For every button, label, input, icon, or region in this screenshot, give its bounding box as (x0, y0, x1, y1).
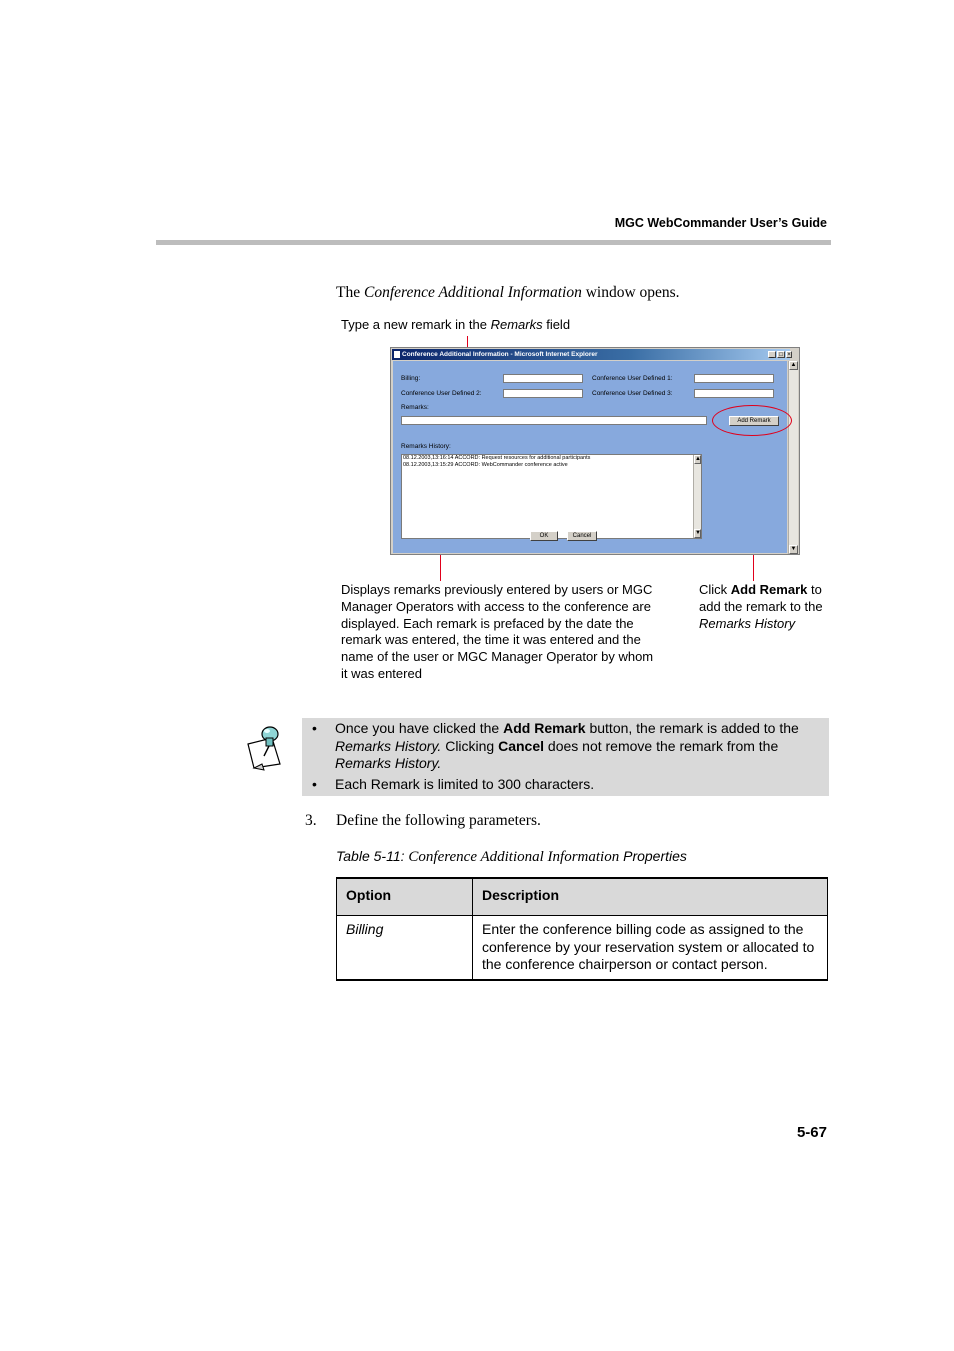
bullet: • (312, 776, 317, 792)
cancel-button[interactable]: Cancel (567, 531, 597, 541)
callout-remarks-history: Displays remarks previously entered by users or MGC Manager Operators with access to the conference are displayed. Each remark is prefaced by the date the remark was entered, the time it was entered and the name of the user or MGC Manager Operator by whom it was entered (341, 582, 654, 681)
bullet: • (312, 720, 317, 736)
note-pin-icon (242, 722, 290, 772)
user-defined-2-input[interactable] (503, 389, 583, 398)
user-defined-1-input[interactable] (694, 374, 774, 383)
billing-label: Billing: (401, 375, 421, 382)
scroll-up-icon[interactable]: ▲ (790, 362, 797, 368)
table-border (336, 879, 337, 979)
callout-add-remark: Click Add Remark to add the remark to the Remarks History (699, 582, 823, 631)
ie-icon (394, 351, 400, 358)
scroll-down-icon[interactable]: ▼ (790, 546, 797, 552)
billing-input[interactable] (503, 374, 583, 383)
remarks-history-box (401, 454, 702, 539)
window-client-area (393, 361, 787, 553)
callout-remarks-field: Type a new remark in the Remarks field (341, 317, 571, 332)
step-text: Define the following parameters. (336, 812, 541, 829)
user-defined-1-label: Conference User Defined 1: (592, 375, 673, 382)
window-titlebar (392, 349, 790, 360)
ok-button[interactable]: OK (530, 531, 558, 541)
table-border (827, 879, 828, 979)
history-scrollbar[interactable] (693, 455, 701, 538)
properties-table (336, 877, 828, 981)
close-icon[interactable]: × (787, 352, 791, 358)
header-option: Option (346, 887, 392, 903)
table-caption: Table 5-11: Conference Additional Information Properties (336, 848, 687, 865)
add-remark-button[interactable]: Add Remark (729, 416, 779, 426)
history-line: 08.12.2003,13:15:29 ACCORD: WebCommander conference active (403, 462, 568, 468)
step-number: 3. (305, 812, 317, 829)
maximize-icon[interactable]: □ (777, 351, 785, 358)
note-box (302, 718, 829, 796)
remarks-input[interactable] (401, 416, 707, 425)
window-scrollbar[interactable] (788, 361, 798, 554)
table-header-rule (336, 915, 828, 916)
user-defined-3-input[interactable] (694, 389, 774, 398)
scroll-down-icon[interactable]: ▼ (695, 530, 701, 536)
table-top-rule (336, 877, 828, 879)
row-option-billing: Billing (346, 921, 384, 937)
intro-text: The Conference Additional Information window opens. (336, 284, 680, 301)
running-header: MGC WebCommander User’s Guide (614, 216, 827, 230)
history-line: 08.12.2003,13:16:14 ACCORD: Request resources for additional participants (403, 455, 591, 461)
user-defined-3-label: Conference User Defined 3: (592, 390, 673, 397)
add-remark-highlight-oval (712, 405, 792, 436)
minimize-icon[interactable]: _ (768, 351, 776, 358)
note-item-limit: Each Remark is limited to 300 characters. (335, 776, 595, 792)
remarks-label: Remarks: (401, 404, 429, 411)
note-item-add-remark: Once you have clicked the Add Remark button, the remark is added to the Remarks History. Clicking Cancel does not remove the remark from the Remarks History. (335, 720, 799, 771)
user-defined-2-label: Conference User Defined 2: (401, 390, 482, 397)
remarks-history-label: Remarks History: (401, 443, 451, 450)
table-bottom-rule (336, 979, 828, 981)
page-number: 5-67 (796, 1124, 827, 1141)
header-rule (156, 240, 831, 245)
conference-info-window-screenshot (390, 347, 800, 555)
table-header-row (336, 879, 828, 915)
scroll-up-icon[interactable]: ▲ (695, 456, 701, 462)
header-description: Description (482, 887, 560, 903)
window-title: Conference Additional Information - Microsoft Internet Explorer (402, 351, 598, 358)
row-description-billing: Enter the conference billing code as assigned to the conference by your reservation system or allocated to the conference chairperson or contact person. (482, 921, 815, 972)
table-column-divider (472, 879, 473, 979)
